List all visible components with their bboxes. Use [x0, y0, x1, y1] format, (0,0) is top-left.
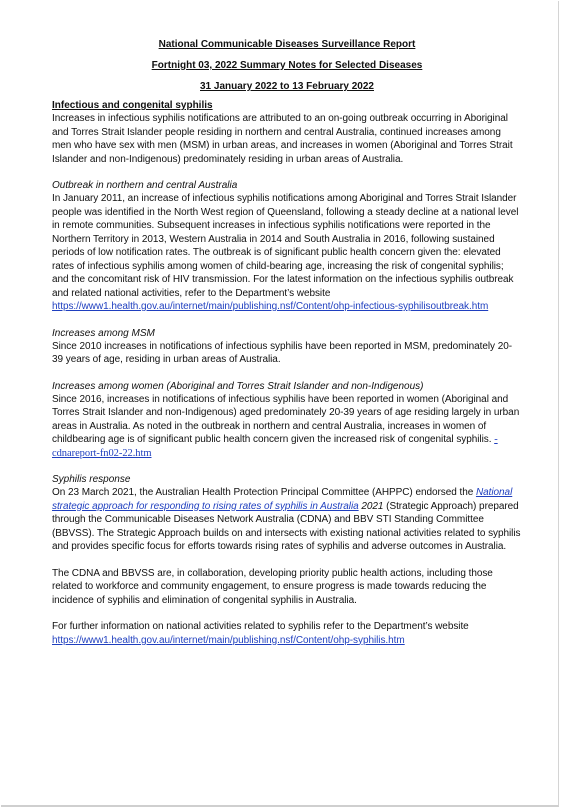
strategic-approach-link[interactable]: National strategic approach for responding to rising rates of syphilis in Australia: [52, 487, 513, 512]
further-info-text: For further information on national activities related to syphilis refer to the Department’s website: [52, 621, 469, 632]
syphilis-page-link[interactable]: https://www1.health.gov.au/internet/main/publishing.nsf/Content/ohp-syphilis.htm: [52, 634, 405, 646]
report-title: National Communicable Diseases Surveillance Report: [158, 39, 416, 50]
document-page: [52, 38, 522, 660]
women-heading: Increases among women (Aboriginal and Torres Strait Islander and non-Indigenous): [52, 380, 424, 392]
outbreak-paragraph: [52, 192, 522, 314]
women-report-link[interactable]: - cdnareport-fn02-22.htm: [52, 434, 498, 459]
outbreak-text: In January 2011, an increase of infectious syphilis notifications among Aboriginal and Torres Strait Islander people was identified in the North West region of Queensland, following a steady decline at a national level in remote communities. Subsequent increases in infectious syphilis notifications were reported in the Northern Territory in 2013, Western Australia in 2014 and South Australia in 2016, following sustained periods of low notification rates. The outbreak is of significant public health concern given the: elevated rates of infectious syphilis among women of child-bearing age, increasing the risk of congenital syphilis; and the concomitant risk of HIV transmission. For the latest information on the infectious syphilis outbreak and related national activities, refer to the Department’s website: [52, 193, 519, 299]
msm-paragraph: Since 2010 increases in notifications of infectious syphilis have been reported in MSM, predominately 20-39 years of age, residing in urban areas of Australia.: [52, 340, 513, 365]
strategic-approach-year: 2021: [358, 500, 384, 512]
report-subtitle: Fortnight 03, 2022 Summary Notes for Selected Diseases: [151, 60, 423, 71]
response-text-before: On 23 March 2021, the Australian Health Protection Principal Committee (AHPPC) endorsed the: [52, 487, 476, 498]
further-info-paragraph: [52, 620, 522, 647]
intro-paragraph: Increases in infectious syphilis notifications are attributed to an on-going outbreak occurring in Aboriginal and Torres Strait Islander people residing in northern and central Australia, continued increases among men who have sex with men (MSM) in urban areas, and increases in women (Aboriginal and Torres Strait Islander and non-Indigenous) predominately residing in urban areas of Australia.: [52, 113, 513, 165]
outbreak-heading: Outbreak in northern and central Australia: [52, 180, 238, 191]
response-heading: Syphilis response: [52, 474, 131, 485]
response-paragraph: [52, 486, 522, 554]
women-text: Since 2016, increases in notifications of infectious syphilis have been reported in women (Aboriginal and Torres Strait Islander and non-Indigenous) aged predominately 20-39 years of age residing largely in urban areas in Australia. As noted in the outbreak in northern and central Australia, increases in women of childbearing age is of significant public health concern given the increased risk of congenital syphilis.: [52, 393, 520, 445]
women-paragraph: [52, 393, 522, 461]
response-text-after: (Strategic Approach) prepared through the Communicable Diseases Network Australia (CDNA) and BBV STI Standing Committee (BBVSS). The Strategic Approach builds on and intersects with existing national activities related to syphilis and provides specific focus for efforts towards rising rates of syphilis and adverse outcomes in Australia.: [52, 500, 521, 552]
cdna-paragraph: The CDNA and BBVSS are, in collaboration, developing priority public health actions, including those related to workforce and community engagement, to ensure progress is made towards reducing the incidence of syphilis and elimination of congenital syphilis in Australia.: [52, 567, 493, 606]
msm-heading: Increases among MSM: [52, 327, 155, 339]
report-date-range: 31 January 2022 to 13 February 2022: [200, 81, 374, 92]
section-title: Infectious and congenital syphilis: [52, 100, 213, 111]
outbreak-link[interactable]: https://www1.health.gov.au/internet/main/publishing.nsf/Content/ohp-infectious-syphilisoutbreak.htm: [52, 301, 489, 312]
